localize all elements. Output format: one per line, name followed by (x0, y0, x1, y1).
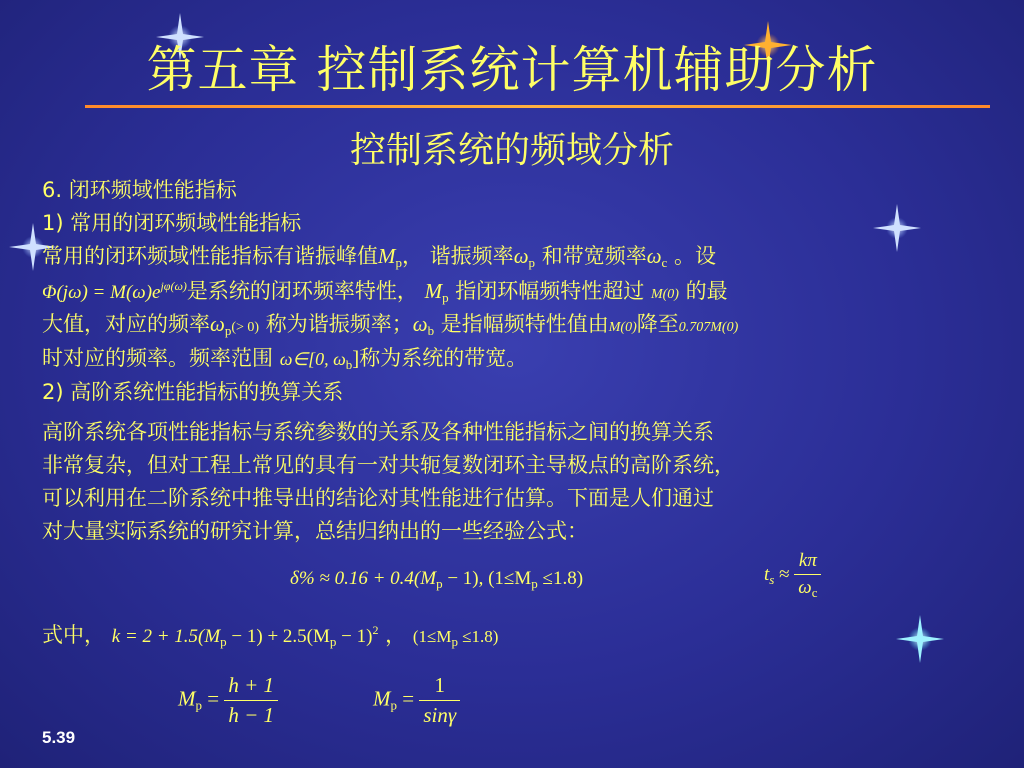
math-expression: ] (352, 346, 360, 370)
paragraph-text-line: 高阶系统各项性能指标与系统参数的关系及各种性能指标之间的换算关系 (42, 420, 714, 444)
math-subscript: b (427, 323, 435, 338)
paragraph-line-4 (42, 348, 527, 371)
math-expression: ω∈[0, ω (279, 349, 346, 369)
text-run: 的最 (685, 279, 728, 303)
text-run: 是系统的闭环频率特性， (186, 279, 418, 303)
math-expression: (> 0) (231, 320, 260, 335)
text-run: 时对应的频率。频率范围 (42, 346, 273, 370)
resonant-peak-formula-2 (373, 673, 460, 728)
title-divider (85, 105, 990, 108)
math-subscript: p (329, 634, 337, 649)
math-operator: ≈ (779, 563, 790, 585)
text-run: 常用的闭环频域性能指标有谐振峰值 (42, 244, 378, 268)
settling-time-formula (764, 550, 821, 601)
fraction (794, 550, 821, 601)
text-run: 。设 (674, 244, 716, 268)
paragraph-line-1 (42, 246, 716, 269)
math-subscript: p (220, 634, 227, 649)
text-run: 和带宽频率 (541, 244, 647, 268)
math-expression: M(0) (650, 287, 679, 302)
math-expression: (1≤M (412, 627, 452, 646)
fraction-denominator: sinγ (423, 703, 457, 727)
sparkle-star-icon (895, 614, 945, 664)
fraction-numerator: 1 (419, 673, 460, 701)
slide-title: 第五章 控制系统计算机辅助分析 (146, 41, 878, 99)
fraction-numerator: kπ (794, 550, 821, 575)
math-expression: k = 2 + 1.5(M (111, 626, 221, 647)
math-expression: Φ(jω) = M(ω)e (42, 282, 161, 303)
math-subscript: c (811, 585, 818, 600)
section-heading-6: 6. 闭环频域性能指标 (42, 178, 237, 202)
where-line (42, 624, 498, 648)
text-run: 称为系统的带宽。 (359, 346, 528, 370)
math-subscript: p (395, 255, 402, 270)
math-symbol: M (424, 279, 443, 303)
math-symbol: ω (412, 312, 428, 336)
math-subscript: c (661, 255, 668, 270)
math-expression: δ% ≈ 0.16 + 0.4(M (290, 568, 437, 589)
paragraph-text-line: 非常复杂，但对工程上常见的具有一对共轭复数闭环主导极点的高阶系统， (42, 453, 735, 477)
math-subscript: p (436, 576, 443, 591)
math-expression: − 1), (1≤M (442, 568, 532, 589)
fraction-denominator: h − 1 (228, 703, 275, 727)
math-subscript: p (531, 576, 538, 591)
math-superscript: 2 (372, 623, 379, 637)
fraction-numerator: h + 1 (224, 673, 278, 701)
paragraph-line-3 (42, 314, 738, 337)
text-run: ， (385, 623, 407, 647)
fraction-denominator (794, 575, 821, 601)
text-run: 指闭环幅频特性超过 (455, 279, 645, 303)
math-expression: ≤1.8) (457, 627, 499, 646)
math-subscript: p (442, 290, 449, 305)
text-run: 大值，对应的频率 (42, 312, 210, 336)
math-subscript: p (390, 697, 397, 713)
math-symbol: M (373, 686, 391, 711)
math-expression: ≤1.8) (537, 568, 584, 589)
math-subscript: p (451, 634, 458, 649)
math-symbol: M (378, 244, 396, 268)
math-symbol: ω (798, 577, 812, 598)
math-symbol: ω (513, 244, 529, 268)
paragraph-text-line: 可以利用在二阶系统中推导出的结论对其性能进行估算。下面是人们通过 (42, 486, 714, 510)
math-expression: M(0) (608, 320, 637, 335)
math-symbol: ω (646, 244, 662, 268)
page-number: 5.39 (42, 728, 76, 747)
math-subscript: p (195, 697, 202, 713)
paragraph-line-2 (42, 280, 728, 304)
sparkle-star-icon (872, 203, 922, 253)
math-expression: − 1) (336, 626, 373, 647)
math-symbol: M (178, 686, 196, 711)
math-superscript: jφ(ω) (160, 279, 187, 293)
text-run: 是指幅频特性值由 (440, 312, 609, 336)
subsection-heading-2: 2) 高阶系统性能指标的换算关系 (42, 380, 344, 404)
text-run: 式中， (42, 623, 105, 647)
math-subscript: p (528, 255, 536, 270)
math-expression: − 1) + 2.5(M (226, 626, 330, 647)
subsection-heading-1: 1) 常用的闭环频域性能指标 (42, 211, 302, 235)
math-operator: = (402, 686, 415, 711)
text-run: 降至 (636, 312, 679, 336)
math-subscript: b (345, 357, 353, 372)
math-symbol: t (764, 563, 770, 585)
math-subscript: p (224, 323, 232, 338)
paragraph-text-line: 对大量实际系统的研究计算，总结归纳出的一些经验公式： (42, 519, 588, 543)
math-subscript: s (769, 571, 775, 587)
text-run: 称为谐振频率； (265, 312, 413, 336)
overshoot-formula (290, 568, 583, 592)
fraction (419, 673, 460, 728)
math-symbol: ω (210, 312, 225, 336)
fraction (224, 673, 278, 728)
slide-subtitle: 控制系统的频域分析 (349, 130, 674, 171)
math-expression: 0.707M(0) (678, 320, 739, 335)
text-run: ， 谐振频率 (402, 244, 514, 268)
math-operator: = (207, 686, 220, 711)
resonant-peak-formula-1 (178, 673, 278, 728)
